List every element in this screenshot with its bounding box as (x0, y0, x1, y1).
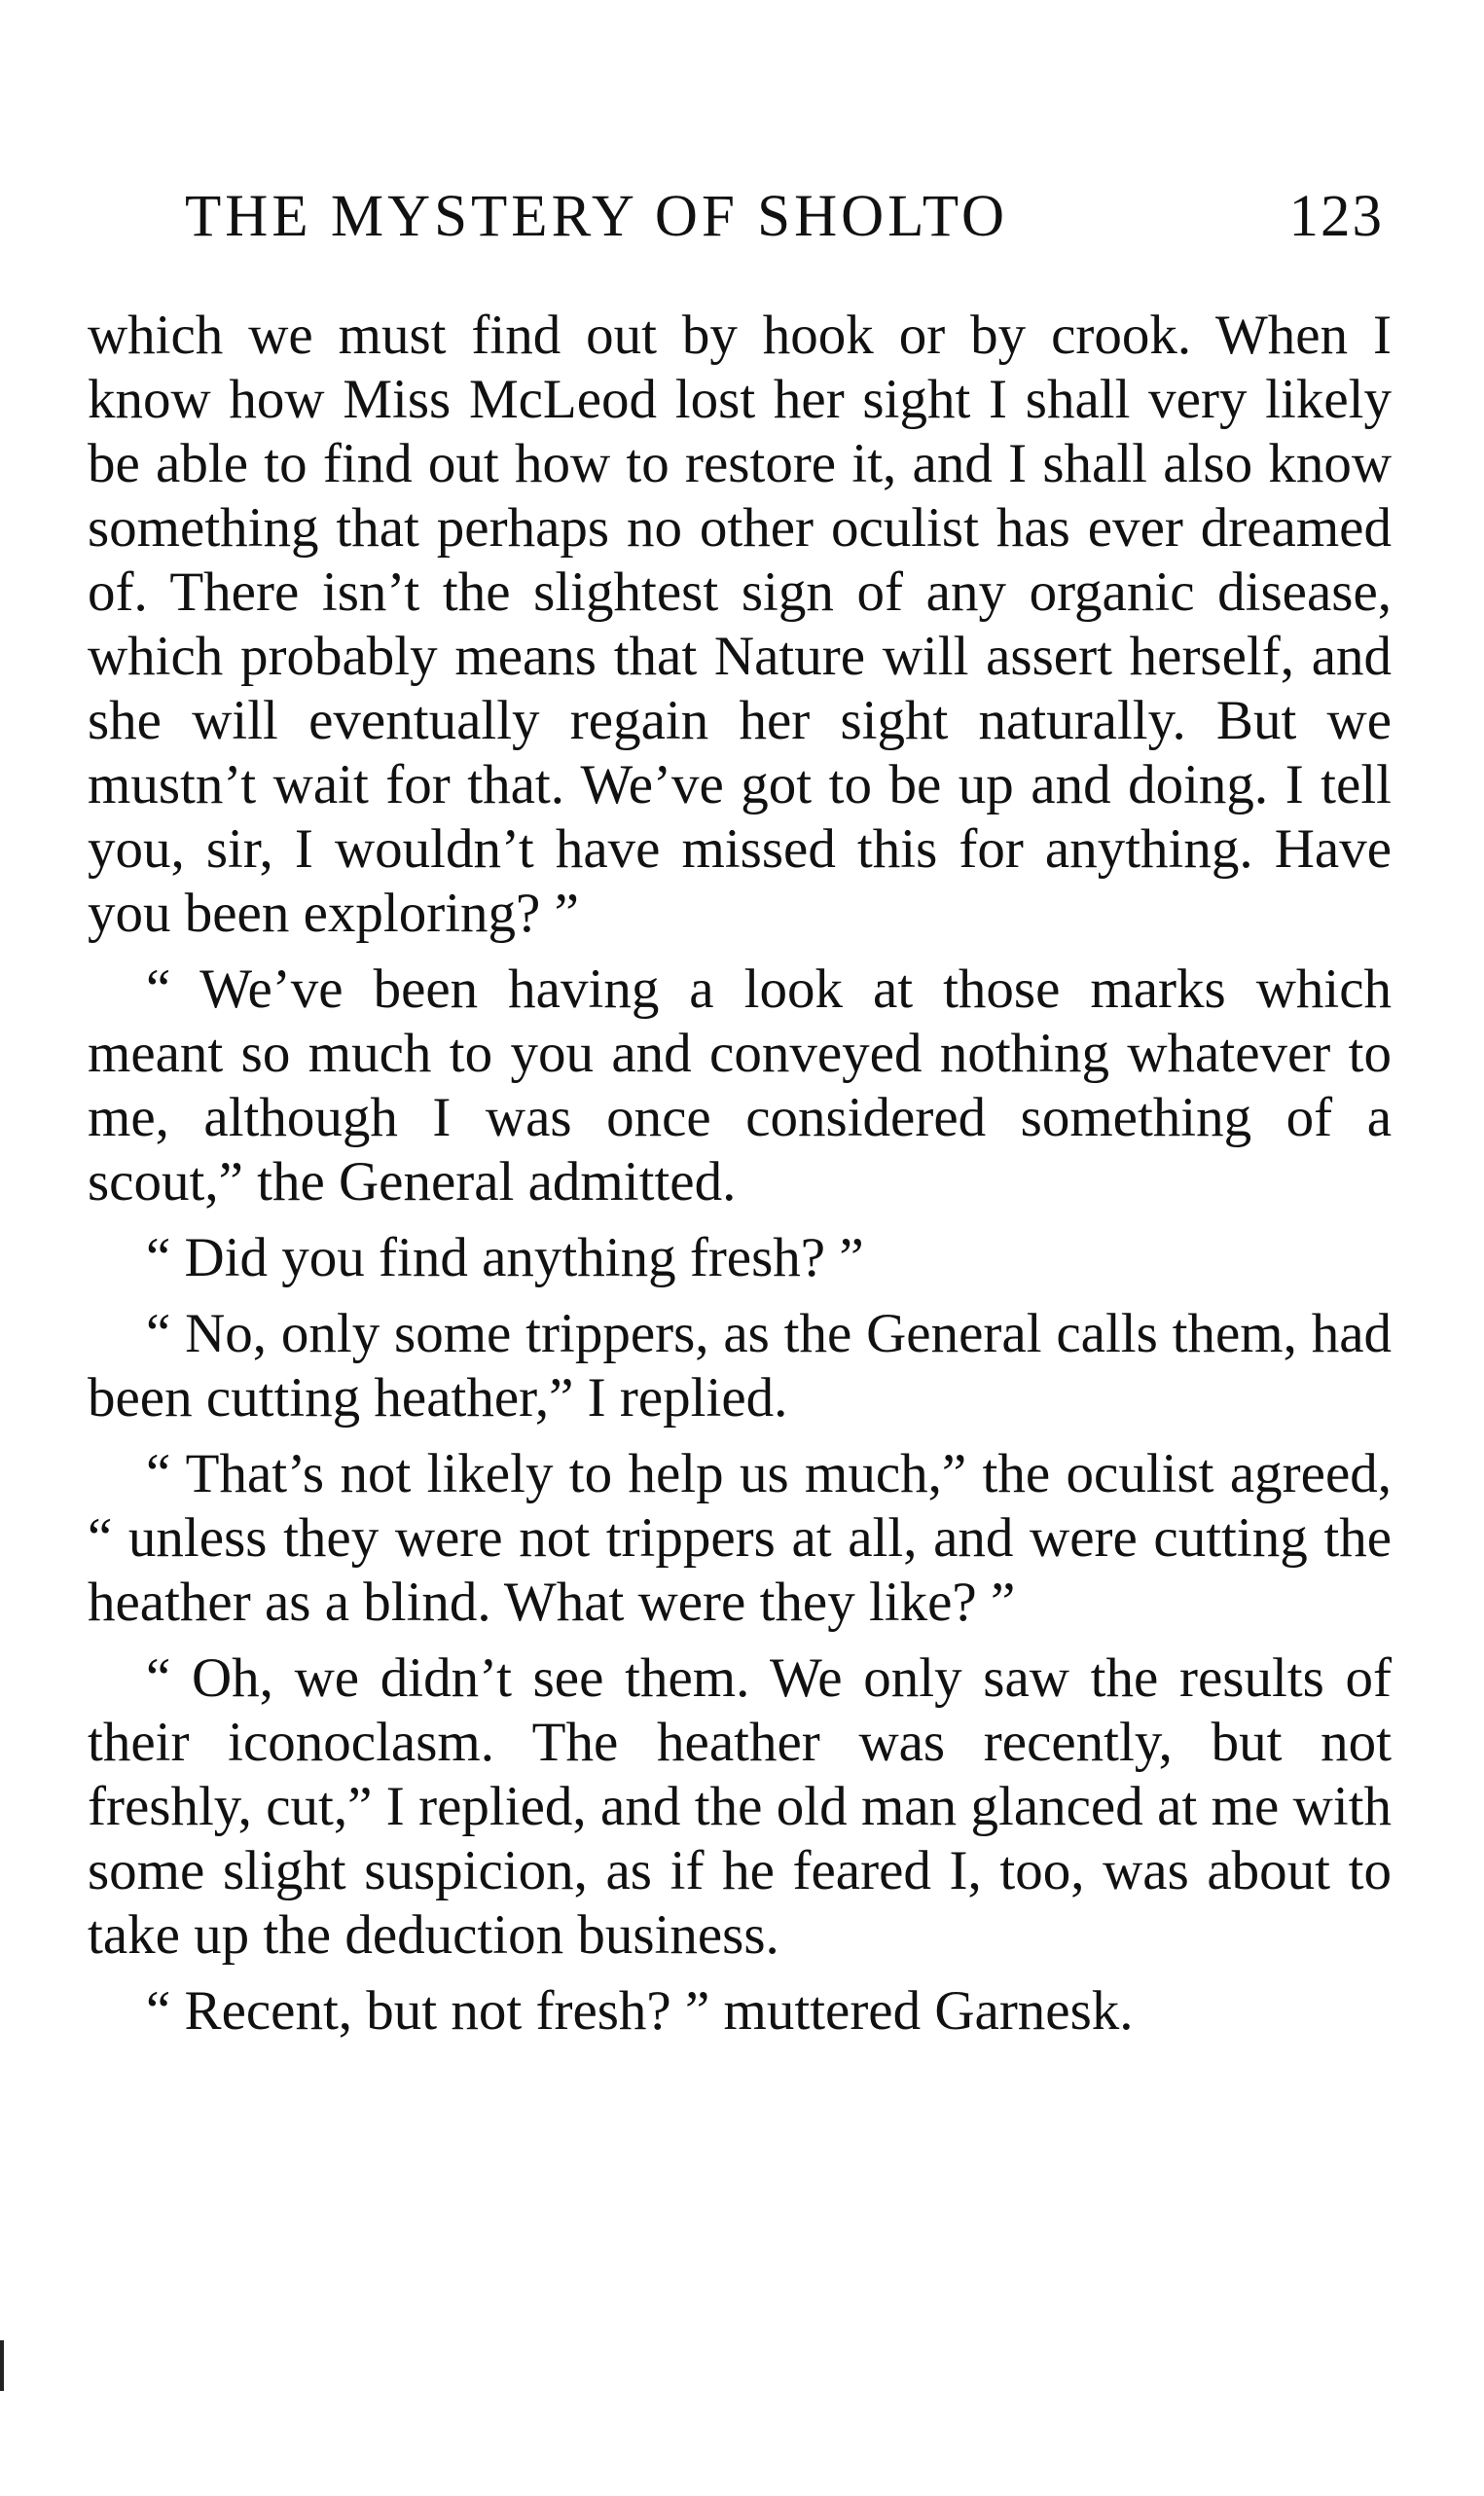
paragraph: which we must find out by hook or by crook. When I know how Miss McLeod lost her sight I shall very likely be able to find out how to restore it, and I shall also know something that perhaps no other oculist has ever dreamed of. There isn’t the slightest sign of any organic disease, which probably means that Nature will assert herself, and she will eventually regain her sight naturally. But we mustn’t wait for that. We’ve got to be up and doing. I tell you, sir, I wouldn’t have missed this for anything. Have you been exploring? ” (88, 305, 1392, 944)
running-head (185, 183, 1401, 251)
paragraph: “ Oh, we didn’t see them. We only saw the results of their iconoclasm. The heather was recently, but not freshly, cut,” I replied, and the old man glanced at me with some slight suspicion, as if he feared I, too, was about to take up the deduction business. (88, 1647, 1392, 1966)
paragraph: “ That’s not likely to help us much,” the oculist agreed, “ unless they were not trippers at all, and were cutting the heather as a blind. What were they like? ” (88, 1443, 1392, 1633)
paragraph: “ Did you find anything fresh? ” (146, 1227, 864, 1288)
body-text (88, 304, 1392, 2055)
paragraph: “ We’ve been having a look at those marks which meant so much to you and conveyed nothing whatever to me, although I was once considered something of a scout,” the General admitted. (88, 959, 1392, 1212)
running-title: THE MYSTERY OF SHOLTO (185, 184, 1009, 249)
paragraph: “ Recent, but not fresh? ” muttered Garnesk. (146, 1980, 1134, 2042)
paragraph: “ No, only some trippers, as the General calls them, had been cutting heather,” I replied. (88, 1303, 1392, 1429)
page-number: 123 (1288, 184, 1384, 249)
scan-edge-mark (0, 2340, 4, 2391)
